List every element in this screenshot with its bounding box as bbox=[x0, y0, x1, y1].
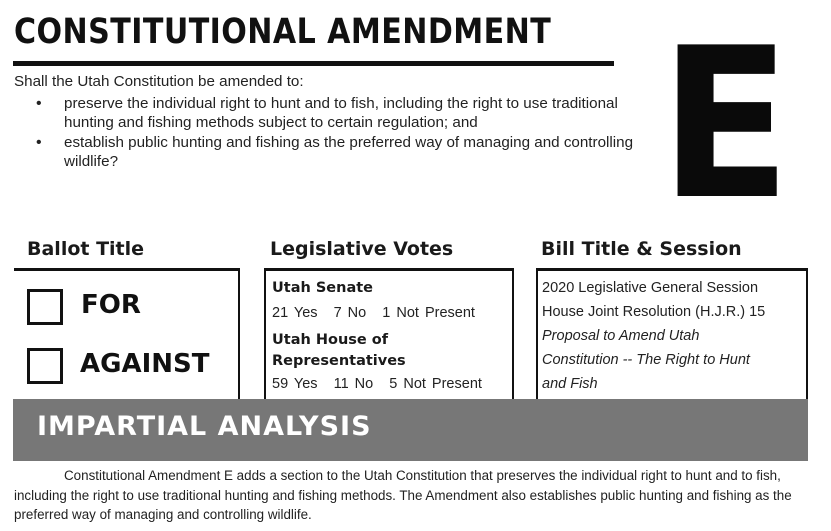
amendment-letter: E bbox=[660, 4, 791, 246]
ballot-title-heading: Ballot Title bbox=[27, 238, 145, 260]
page-title: CONSTITUTIONAL AMENDMENT bbox=[14, 12, 552, 52]
question-bullet: • preserve the individual right to hunt and to fish, including the right to use traditional hunting and fishing methods subject to certain regulation; and bbox=[14, 94, 654, 133]
bill-title-panel bbox=[536, 268, 808, 399]
against-label: AGAINST bbox=[80, 349, 210, 379]
senate-yes: 21 Yes bbox=[272, 305, 318, 321]
house-name: Utah House of Representatives bbox=[272, 332, 406, 369]
bill-title-heading: Bill Title & Session bbox=[541, 238, 742, 260]
question-bullet: • establish public hunting and fishing as the preferred way of managing and controlling wildlife? bbox=[14, 133, 654, 172]
for-label: FOR bbox=[81, 290, 141, 320]
house-not-present: 5 Not Present bbox=[389, 376, 482, 392]
house-tally bbox=[272, 376, 492, 392]
legislative-votes-heading: Legislative Votes bbox=[270, 238, 454, 260]
question-intro: Shall the Utah Constitution be amended to: bbox=[14, 73, 304, 90]
senate-no: 7 No bbox=[333, 305, 367, 321]
senate-not-present: 1 Not Present bbox=[382, 305, 475, 321]
bill-proposal-line: Constitution -- The Right to Hunt bbox=[542, 352, 750, 368]
title-underline bbox=[13, 61, 614, 66]
senate-tally bbox=[272, 305, 485, 321]
impartial-analysis-text: Constitutional Amendment E adds a section to the Utah Constitution that preserves the individual right to hunt and to fish, including the right to use traditional hunting and fishing methods. The Amendment also establishes public hunting and fishing as the preferred way of managing and controlling wildlife. bbox=[14, 468, 792, 522]
against-checkbox[interactable] bbox=[27, 348, 63, 384]
ballot-question bbox=[14, 72, 654, 172]
house-yes: 59 Yes bbox=[272, 376, 318, 392]
senate-name: Utah Senate bbox=[272, 280, 374, 296]
bill-session: 2020 Legislative General Session bbox=[542, 280, 759, 296]
ballot-options-panel bbox=[14, 268, 240, 399]
house-no: 11 No bbox=[333, 376, 374, 392]
legislative-votes-panel bbox=[264, 268, 514, 399]
question-bullets bbox=[14, 94, 654, 172]
bill-resolution: House Joint Resolution (H.J.R.) 15 bbox=[542, 304, 766, 320]
impartial-analysis-banner bbox=[13, 399, 808, 461]
for-checkbox[interactable] bbox=[27, 289, 63, 325]
impartial-analysis-heading: IMPARTIAL ANALYSIS bbox=[37, 411, 372, 442]
bill-proposal-line: Proposal to Amend Utah bbox=[542, 328, 700, 344]
bill-proposal-line: and Fish bbox=[542, 376, 598, 392]
